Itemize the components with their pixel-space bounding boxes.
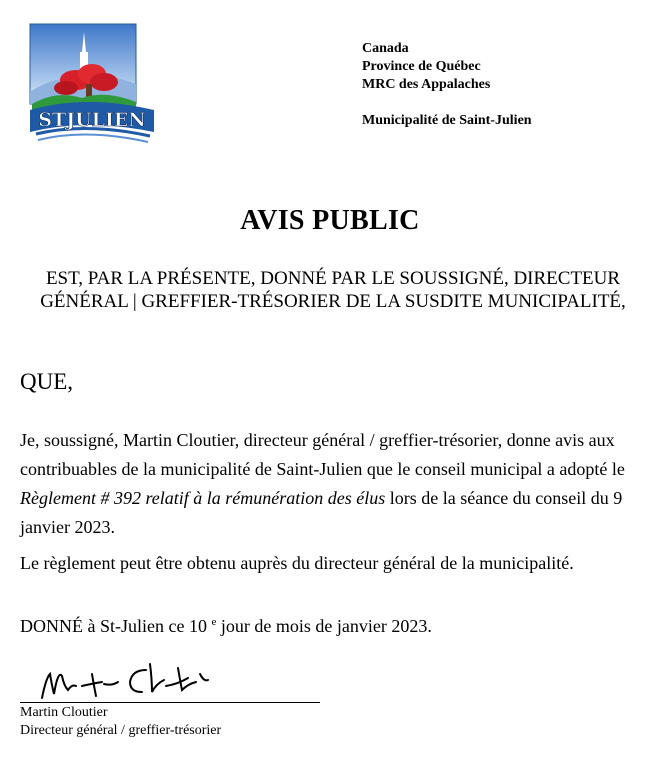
- closing-text-end: jour de mois de janvier 2023.: [216, 616, 432, 636]
- closing-ordinal: e: [211, 616, 217, 628]
- signatory-name: Martin Cloutier: [20, 705, 108, 720]
- logo-graphic: [26, 22, 156, 144]
- header-country: Canada: [362, 41, 409, 56]
- signature-line: [20, 702, 320, 703]
- logo-wordmark: STJULIEN: [38, 109, 146, 131]
- body-paragraph-2: Le règlement peut être obtenu auprès du directeur général de la municipalité.: [20, 553, 574, 573]
- body-p1-text-end: lors de la séance du conseil du 9 janvier 2023.: [20, 488, 623, 537]
- signatory-block: [20, 704, 221, 740]
- notice-body: [20, 426, 645, 578]
- closing-text: DONNÉ à St-Julien ce 10: [20, 616, 212, 636]
- bylaw-title: Règlement # 392 relatif à la rémunération des élus: [20, 488, 386, 508]
- notice-preamble: EST, PAR LA PRÉSENTE, DONNÉ PAR LE SOUSSIGNÉ, DIRECTEUR GÉNÉRAL | GREFFIER-TRÉSORIER DE LA SUSDITE MUNICIPALITÉ,: [40, 268, 626, 312]
- header-municipality: Municipalité de Saint-Julien: [362, 113, 532, 128]
- header-mrc: MRC des Appalaches: [362, 77, 491, 92]
- body-paragraph-1: [20, 426, 645, 542]
- body-p1-text: Je, soussigné, Martin Cloutier, directeur général / greffier-trésorier, donne avis aux contribuables de la municipalité de Saint-Julien que le conseil municipal a adopté le: [20, 430, 625, 479]
- que-heading: QUE,: [20, 369, 74, 394]
- handwritten-signature: [38, 656, 218, 702]
- notice-title: AVIS PUBLIC: [240, 205, 420, 236]
- municipality-logo: [26, 22, 156, 144]
- closing-line: [20, 616, 432, 637]
- header-address-block: [362, 40, 532, 130]
- signatory-role: Directeur général / greffier-trésorier: [20, 723, 222, 738]
- header-province: Province de Québec: [362, 59, 481, 74]
